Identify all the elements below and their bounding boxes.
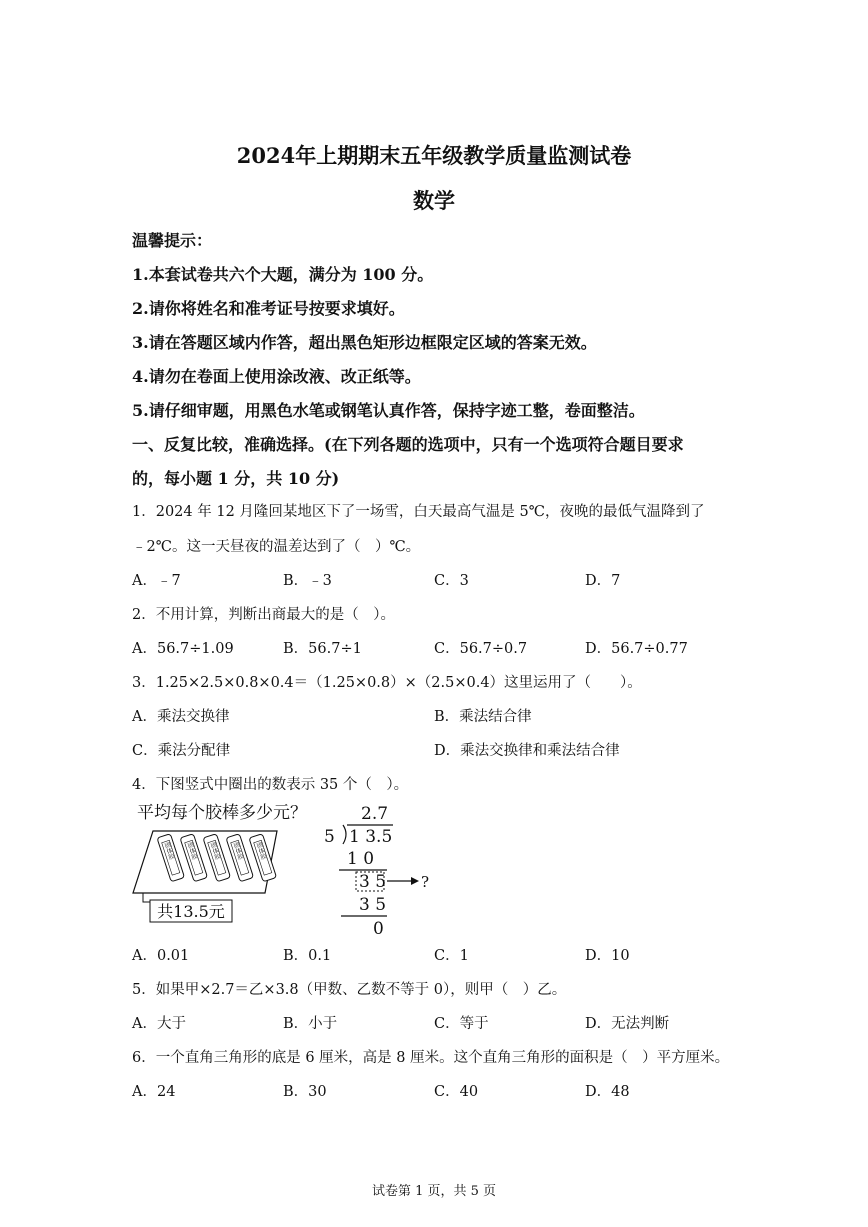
figure-question-text: 平均每个胶棒多少元？ [137, 803, 307, 823]
q5-option-a: A．大于 [132, 1016, 186, 1032]
step-1-product: 1 0 [347, 849, 375, 869]
step-2-product: 3 5 [359, 895, 387, 915]
q3-option-a: A．乘法交换律 [132, 709, 230, 725]
question-1-line2: ﹣2℃。这一天昼夜的温差达到了（ ）℃。 [132, 539, 421, 555]
q5-option-d: D．无法判断 [585, 1016, 670, 1032]
q5-option-c: C．等于 [434, 1016, 489, 1032]
glue-sticks [157, 834, 277, 882]
question-3: 3．1.25×2.5×0.8×0.4＝（1.25×0.8）×（2.5×0.4）这里运用了（ ）。 [132, 675, 642, 691]
arrow-label: ? [421, 873, 430, 891]
q1-option-c: C．3 [434, 573, 469, 589]
q2-option-d: D．56.7÷0.77 [585, 641, 688, 657]
q2-option-a: A．56.7÷1.09 [132, 641, 234, 657]
tip-1: 1.本套试卷共六个大题，满分为 100 分。 [132, 265, 434, 284]
tips-heading: 温馨提示： [132, 231, 213, 250]
division-bracket [343, 825, 346, 844]
stick-label-4: 固体胶 [231, 841, 244, 861]
question-6: 6．一个直角三角形的底是 6 厘米，高是 8 厘米。这个直角三角形的面积是（ ）平方厘米。 [132, 1050, 730, 1066]
q4-option-c: C．1 [434, 948, 469, 964]
dividend: 1 3.5 [349, 827, 393, 847]
question-2: 2．不用计算，判断出商最大的是（ ）。 [132, 607, 395, 623]
q3-option-c: C．乘法分配律 [132, 743, 231, 759]
stick-label-1: 固体胶 [162, 841, 175, 861]
q4-option-a: A．0.01 [132, 948, 190, 964]
subject-title: 数学 [413, 188, 455, 213]
stick-label-5: 固体胶 [254, 841, 267, 861]
divisor: 5 [324, 827, 335, 847]
tip-3: 3.请在答题区域内作答，超出黑色矩形边框限定区域的答案无效。 [132, 333, 597, 352]
exam-title: 2024年上期期末五年级教学质量监测试卷 [236, 143, 632, 168]
section-heading-line1: 一、反复比较，准确选择。(在下列各题的选项中，只有一个选项符合题目要求 [132, 435, 684, 454]
question-5: 5．如果甲×2.7＝乙×3.8（甲数、乙数不等于 0），则甲（ ）乙。 [132, 982, 567, 998]
question-1-line1: 1．2024 年 12 月隆回某地区下了一场雪，白天最高气温是 5℃，夜晚的最低气温降到了 [132, 504, 705, 520]
q6-option-d: D．48 [585, 1084, 630, 1100]
q3-option-b: B．乘法结合律 [434, 709, 532, 725]
q3-option-d: D．乘法交换律和乘法结合律 [434, 743, 620, 759]
tip-5: 5.请仔细审题，用黑色水笔或钢笔认真作答，保持字迹工整，卷面整洁。 [132, 401, 645, 420]
stick-label-2: 固体胶 [185, 841, 198, 861]
arrow-icon [411, 877, 419, 885]
q1-option-d: D．7 [585, 573, 621, 589]
stick-label-3: 固体胶 [208, 841, 221, 861]
price-label: 共13.5元 [157, 902, 225, 921]
q1-option-a: A．﹣7 [132, 573, 181, 589]
circled-number: 3 5 [359, 872, 387, 892]
q6-option-b: B．30 [283, 1084, 327, 1100]
remainder: 0 [373, 919, 384, 938]
q6-option-a: A．24 [132, 1084, 176, 1100]
q2-option-c: C．56.7÷0.7 [434, 641, 528, 657]
page-footer: 试卷第 1 页，共 5 页 [371, 1184, 497, 1199]
q4-option-b: B．0.1 [283, 948, 332, 964]
section-heading-line2: 的，每小题 1 分，共 10 分) [132, 469, 340, 488]
q4-option-d: D．10 [585, 948, 630, 964]
q2-option-b: B．56.7÷1 [283, 641, 362, 657]
question-4: 4．下图竖式中圈出的数表示 35 个（ ）。 [132, 777, 409, 793]
quotient: 2.7 [361, 804, 389, 824]
tip-2: 2.请你将姓名和准考证号按要求填好。 [132, 299, 405, 318]
q1-option-b: B．﹣3 [283, 573, 332, 589]
division-figure [125, 798, 445, 938]
tip-4: 4.请勿在卷面上使用涂改液、改正纸等。 [132, 367, 421, 386]
q5-option-b: B．小于 [283, 1016, 338, 1032]
q6-option-c: C．40 [434, 1084, 479, 1100]
